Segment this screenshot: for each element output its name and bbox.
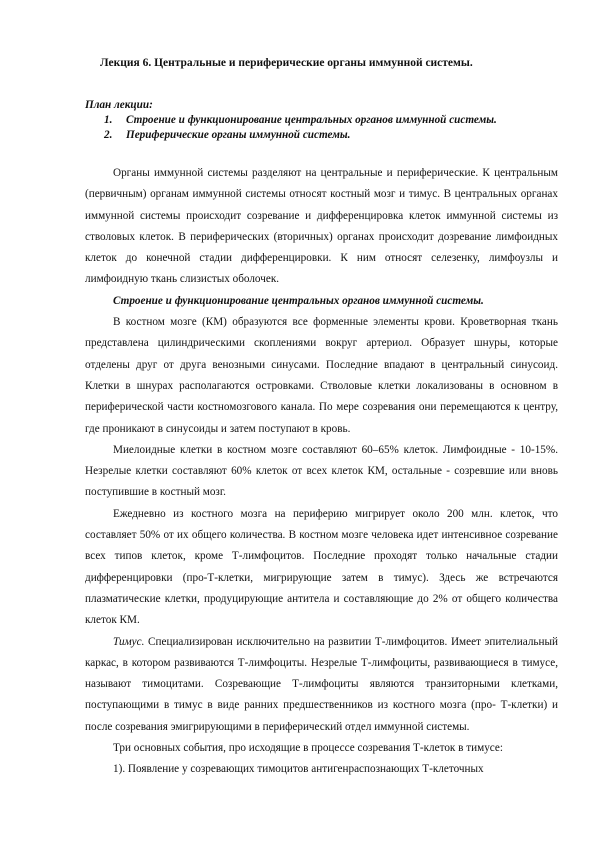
plan-item: [104, 113, 497, 128]
plan-list: [104, 113, 497, 143]
paragraph-three-events: Три основных события, про исходящие в процессе созревания Т-клеток в тимусе:: [113, 742, 503, 755]
paragraph-thymus: [85, 632, 558, 738]
lecture-body: [85, 163, 558, 781]
thymus-lead: Тимус.: [113, 635, 145, 648]
plan-item-number: 2.: [104, 129, 113, 141]
paragraph-organs-intro: Органы иммунной системы разделяют на центральные и периферические. К центральным (первичным) органам иммунной системы относят костный мозг и тимус. В центральных органах иммунной системы происходит созревание и дифференцировка клеток иммунной системы из стволовых клеток. В периферических (вторичных) органах происходит дозревание лимфоидных клеток до конечной стадии дифференцировки. К ним относят селезенку, лимфоузлы и лимфоидную ткань слизистых оболочек.: [85, 167, 558, 286]
thymus-text: Специализирован исключительно на развитии Т-лимфоцитов. Имеет эпителиальный каркас, в котором развиваются Т-лимфоциты. Незрелые Т-лимфоциты, развивающиеся в тимусе, называют тимоцитами. Созревающие Т-лимфоциты являются транзиторными клетками, поступающими в тимус в виде ранних предшественников из костного мозга (про- Т-клетки) и после созревания эмигрирующими в периферический отдел иммунной системы.: [85, 635, 558, 733]
paragraph-event-one: 1). Появление у созревающих тимоцитов антигенраспознающих Т-клеточных: [113, 763, 484, 776]
paragraph-bone-marrow: В костном мозге (КМ) образуются все форменные элементы крови. Кроветворная ткань представлена цилиндрическими скоплениями вокруг артериол. Образует шнуры, которые отделены друг от друга венозными синусами. Последние впадают в центральный синусоид. Клетки в шнурах располагаются островками. Стволовые клетки локализованы в основном в периферической части костномозгового канала. По мере созревания они перемещаются к центру, где проникают в синусоиды и затем поступают в кровь.: [85, 316, 558, 435]
plan-heading: План лекции:: [85, 99, 153, 111]
section-subheading: Строение и функционирование центральных органов иммунной системы.: [113, 294, 484, 307]
lecture-title: Лекция 6. Центральные и периферические органы иммунной системы.: [100, 57, 473, 69]
plan-item: [104, 128, 497, 143]
paragraph-migration: Ежедневно из костного мозга на периферию мигрирует около 200 млн. клеток, что составляет 50% от их общего количества. В костном мозге человека идет интенсивное созревание всех типов клеток, кроме Т-лимфоцитов. Последние проходят только начальные стадии дифференцировки (про-Т-клетки, мигрирующие затем в тимус). Здесь же встречаются плазматические клетки, продуцирующие антитела и составляющие до 2% от общего количества клеток КМ.: [85, 507, 558, 627]
plan-item-text: Строение и функционирование центральных органов иммунной системы.: [126, 114, 497, 126]
paragraph-cell-composition: Миелоидные клетки в костном мозге составляют 60–65% клеток. Лимфоидные - 10-15%. Незрелые клетки составляют 60% клеток от всех клеток КМ, остальные - созревшие или вновь поступившие в костный мозг.: [85, 443, 558, 499]
plan-item-number: 1.: [104, 114, 113, 126]
plan-item-text: Периферические органы иммунной системы.: [126, 129, 351, 141]
